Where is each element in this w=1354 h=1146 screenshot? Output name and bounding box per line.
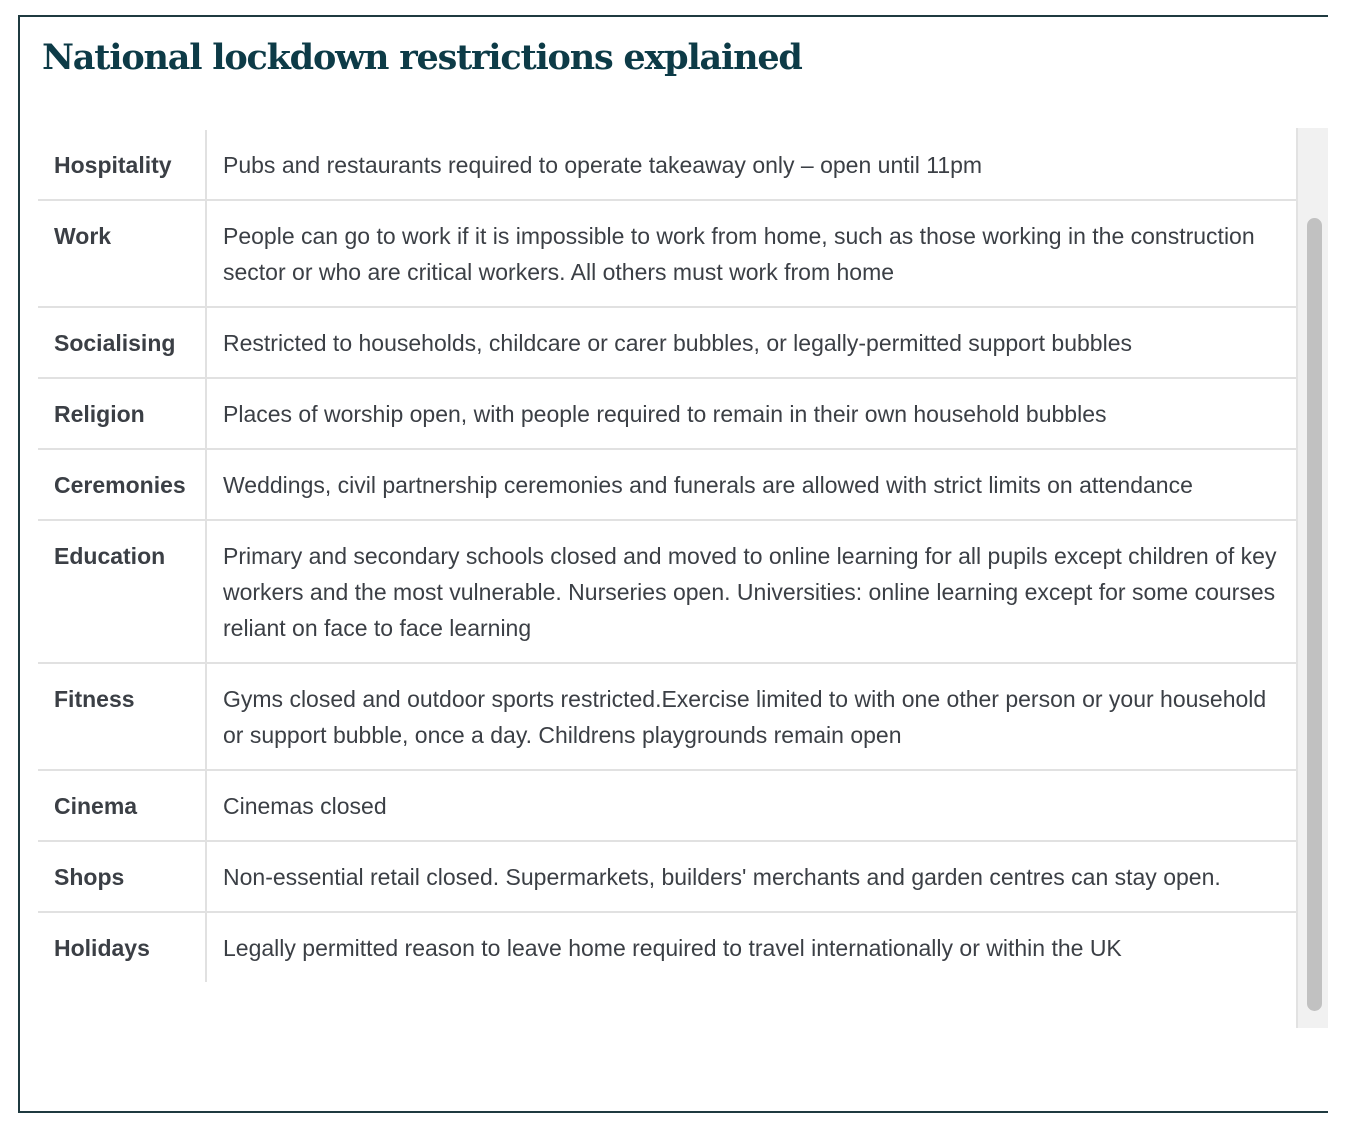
row-description: Legally permitted reason to leave home required to travel internationally or within the UK xyxy=(223,935,1122,961)
row-description: Cinemas closed xyxy=(206,770,1298,841)
row-category: Work xyxy=(38,200,206,307)
row-category: Socialising xyxy=(38,307,206,378)
row-description: Restricted to households, childcare or carer bubbles, or legally-permitted support bubbles xyxy=(206,307,1298,378)
row-category: Education xyxy=(38,520,206,663)
row-category: Fitness xyxy=(38,663,206,770)
restrictions-table xyxy=(38,130,1298,982)
row-description: Primary and secondary schools closed and moved to online learning for all pupils except children of key workers and the most vulnerable. Nurseries open. Universities: online learning except for some courses reliant on face to face learning xyxy=(206,520,1298,663)
row-category: Religion xyxy=(38,378,206,449)
row-description: Places of worship open, with people required to remain in their own household bubbles xyxy=(206,378,1298,449)
table-row xyxy=(38,130,1298,200)
table-row xyxy=(38,912,1298,982)
table-row xyxy=(38,520,1298,663)
table-row xyxy=(38,663,1298,770)
table-row xyxy=(38,841,1298,912)
row-category: Hospitality xyxy=(38,130,206,200)
table-row xyxy=(38,307,1298,378)
row-description: Pubs and restaurants required to operate takeaway only – open until 11pm xyxy=(206,130,1298,200)
widget-title: National lockdown restrictions explained xyxy=(42,37,802,78)
scrollbar-thumb[interactable] xyxy=(1307,218,1322,1011)
row-category: Cinema xyxy=(38,770,206,841)
row-category: Shops xyxy=(38,841,206,912)
vertical-scrollbar[interactable] xyxy=(1296,128,1328,1028)
table-row xyxy=(38,378,1298,449)
row-description: Gyms closed and outdoor sports restricted.Exercise limited to with one other person or your household or support bubble, once a day. Childrens playgrounds remain open xyxy=(206,663,1298,770)
table-row xyxy=(38,770,1298,841)
table-row xyxy=(38,449,1298,520)
row-category: Holidays xyxy=(38,912,206,982)
restrictions-widget xyxy=(18,15,1328,1113)
table-row xyxy=(38,200,1298,307)
row-description: People can go to work if it is impossible to work from home, such as those working in the construction sector or who are critical workers. All others must work from home xyxy=(206,200,1298,307)
table-scroll-area[interactable] xyxy=(38,130,1328,1030)
row-description: Weddings, civil partnership ceremonies and funerals are allowed with strict limits on attendance xyxy=(206,449,1298,520)
row-description: Non-essential retail closed. Supermarkets, builders' merchants and garden centres can stay open. xyxy=(206,841,1298,912)
row-category: Ceremonies xyxy=(38,449,206,520)
